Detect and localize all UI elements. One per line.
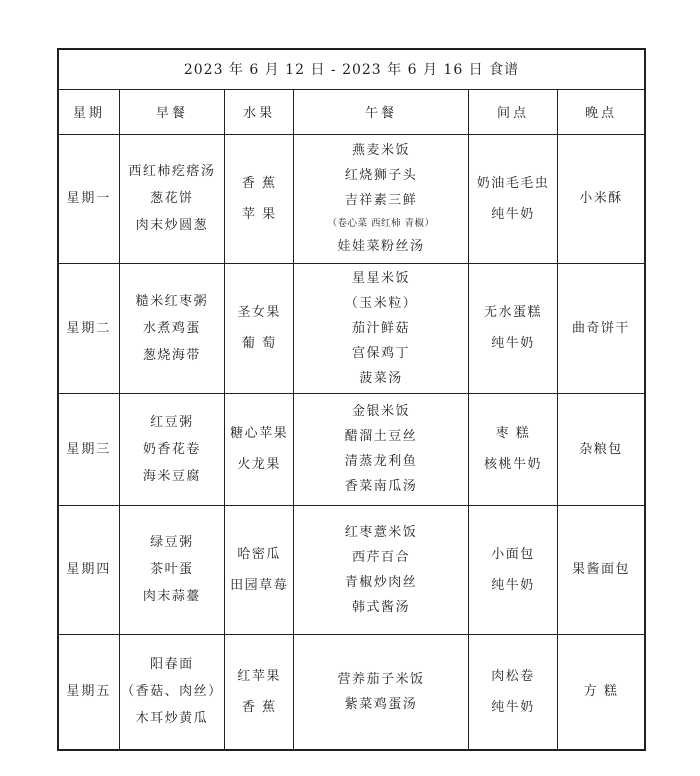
table-title: 2023 年 6 月 12 日 - 2023 年 6 月 16 日 食谱 [58, 49, 645, 89]
menu-item: 果酱面包 [572, 562, 631, 577]
table-row-friday [58, 634, 645, 750]
menu-item: 核桃牛奶 [483, 457, 542, 472]
menu-item: 糙米红枣粥 [135, 293, 209, 309]
menu-item: 田园草莓 [230, 577, 289, 593]
cell-monday-lunch [294, 134, 469, 263]
menu-item: 香菜南瓜汤 [344, 479, 418, 494]
table-row-tuesday [58, 263, 645, 393]
cell-friday-lunch [294, 634, 469, 750]
col-header-dessert: 晚点 [558, 89, 645, 134]
cell-wednesday-fruit [225, 393, 294, 505]
cell-thursday-day [58, 505, 119, 634]
cell-friday-fruit [225, 634, 294, 750]
menu-item: 小面包 [491, 546, 535, 562]
menu-item: 糖心苹果 [230, 426, 289, 441]
menu-item: 香 蕉 [241, 175, 277, 191]
cell-friday-dessert [558, 634, 645, 750]
cell-wednesday-lunch [294, 393, 469, 505]
cell-tuesday-breakfast [119, 263, 224, 393]
cell-tuesday-fruit [225, 263, 294, 393]
menu-item: 茶叶蛋 [150, 562, 194, 577]
menu-item: 纯牛奶 [491, 577, 535, 593]
menu-item: 无水蛋糕 [483, 305, 542, 320]
menu-item: 哈密瓜 [237, 546, 281, 562]
menu-item: 燕麦米饭 [352, 143, 411, 158]
col-header-day: 星期 [58, 89, 119, 134]
cell-thursday-dessert [558, 505, 645, 634]
menu-item: 清蒸龙利鱼 [344, 454, 418, 469]
menu-item: 金银米饭 [352, 404, 411, 419]
cell-thursday-fruit [225, 505, 294, 634]
menu-item: 海米豆腐 [142, 468, 201, 484]
cell-tuesday-lunch [294, 263, 469, 393]
menu-item: 奶油毛毛虫 [476, 175, 550, 191]
table-row-wednesday [58, 393, 645, 505]
cell-wednesday-dessert [558, 393, 645, 505]
menu-item: 香 蕉 [241, 699, 277, 715]
menu-item: 苹 果 [241, 206, 277, 222]
menu-item: 红枣薏米饭 [344, 524, 418, 540]
menu-item: 醋溜土豆丝 [344, 429, 418, 444]
header-row [58, 89, 645, 134]
menu-item: （香菇、肉丝） [121, 684, 223, 700]
cell-thursday-lunch [294, 505, 469, 634]
menu-item: 纯牛奶 [491, 206, 535, 222]
day-label: 星期二 [66, 320, 112, 336]
title-row [58, 49, 645, 89]
day-label: 星期四 [66, 562, 112, 577]
col-header-fruit: 水果 [225, 89, 294, 134]
cell-friday-breakfast [119, 634, 224, 750]
menu-item: 肉末蒜薹 [142, 589, 201, 604]
cell-tuesday-dessert [558, 263, 645, 393]
menu-item: 星星米饭 [352, 270, 411, 286]
menu-item: 枣 糕 [495, 426, 531, 441]
menu-item: 娃娃菜粉丝汤 [337, 239, 425, 254]
col-header-lunch: 午餐 [294, 89, 469, 134]
menu-item: 营养茄子米饭 [337, 671, 425, 687]
menu-item: 葱烧海带 [142, 347, 201, 363]
cell-monday-breakfast [119, 134, 224, 263]
menu-item: 肉末炒圆葱 [135, 218, 209, 233]
day-label: 星期一 [66, 191, 112, 206]
cell-wednesday-day [58, 393, 119, 505]
table-row-monday [58, 134, 645, 263]
menu-item: 肉松卷 [491, 668, 535, 684]
cell-friday-day [58, 634, 119, 750]
cell-wednesday-snack [468, 393, 557, 505]
cell-wednesday-breakfast [119, 393, 224, 505]
menu-item: 菠菜汤 [359, 370, 403, 386]
cell-monday-day [58, 134, 119, 263]
cell-thursday-snack [468, 505, 557, 634]
menu-item: 绿豆粥 [150, 535, 194, 550]
menu-item: 奶香花卷 [142, 441, 201, 457]
menu-item: 葱花饼 [150, 191, 194, 206]
cell-monday-dessert [558, 134, 645, 263]
col-header-snack: 间点 [468, 89, 557, 134]
cell-thursday-breakfast [119, 505, 224, 634]
cell-friday-snack [468, 634, 557, 750]
menu-item: 青椒炒肉丝 [344, 574, 418, 590]
menu-item: 火龙果 [237, 457, 281, 472]
cell-tuesday-day [58, 263, 119, 393]
menu-item: 纯牛奶 [491, 699, 535, 715]
menu-item: 吉祥素三鲜 [344, 193, 418, 208]
menu-item: 韩式酱汤 [352, 599, 411, 615]
day-label: 星期三 [66, 441, 112, 457]
menu-item: 茄汁鲜菇 [352, 320, 411, 336]
menu-item: 水煮鸡蛋 [142, 320, 201, 336]
menu-item: 圣女果 [237, 305, 281, 320]
menu-item: 曲奇饼干 [572, 320, 631, 336]
menu-item: 杂粮包 [579, 441, 623, 457]
menu-item: 阳春面 [150, 657, 194, 673]
menu-item: 方 糕 [583, 684, 619, 700]
menu-item: 木耳炒黄瓜 [135, 711, 209, 727]
cell-monday-fruit [225, 134, 294, 263]
table-row-thursday [58, 505, 645, 634]
menu-item: （玉米粒） [344, 295, 418, 311]
menu-table [57, 48, 646, 751]
menu-item: 红苹果 [237, 668, 281, 684]
day-label: 星期五 [66, 684, 112, 700]
cell-tuesday-snack [468, 263, 557, 393]
menu-item: 小米酥 [579, 191, 623, 206]
cell-monday-snack [468, 134, 557, 263]
menu-item: 红豆粥 [150, 414, 194, 430]
col-header-breakfast: 早餐 [119, 89, 224, 134]
menu-item: 西红柿疙瘩汤 [128, 164, 216, 179]
menu-item: 西芹百合 [352, 549, 411, 565]
menu-item: 紫菜鸡蛋汤 [344, 696, 418, 712]
menu-item: 宫保鸡丁 [352, 345, 411, 361]
menu-item: 葡 萄 [241, 336, 277, 351]
menu-item: 纯牛奶 [491, 336, 535, 351]
menu-item: 红烧狮子头 [344, 168, 418, 183]
menu-item-note: （卷心菜 西红柿 青椒） [327, 218, 435, 229]
